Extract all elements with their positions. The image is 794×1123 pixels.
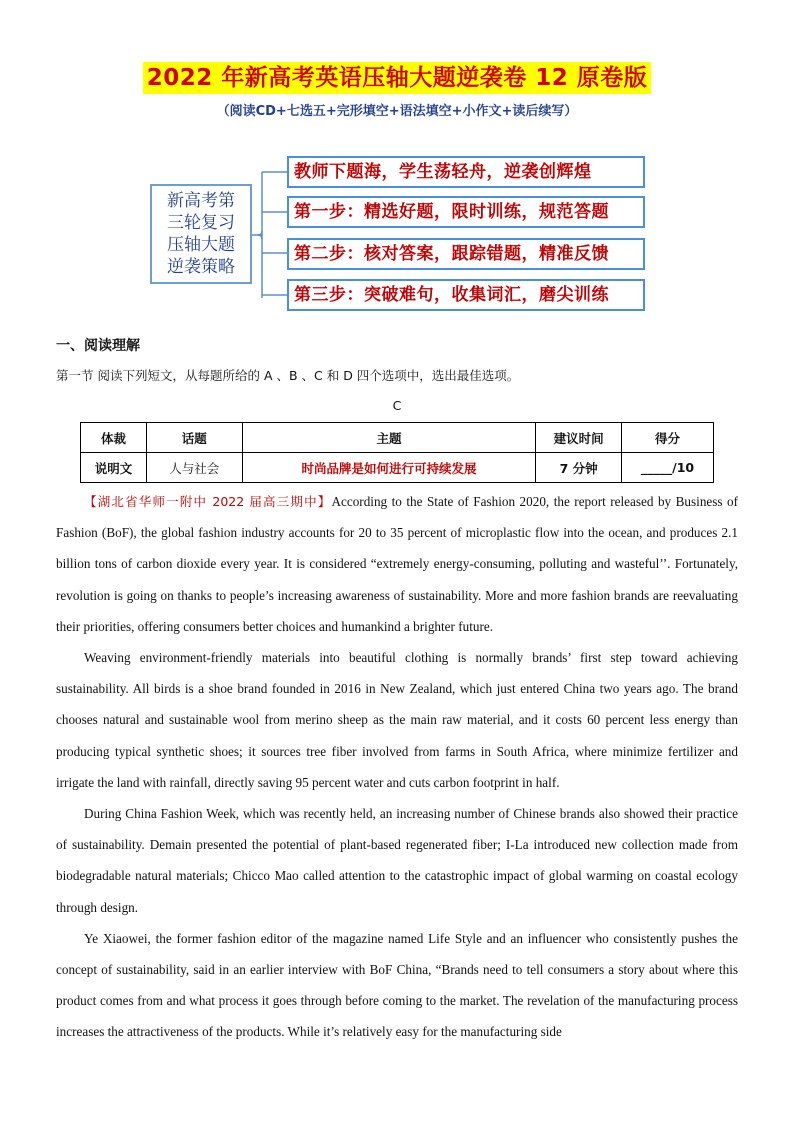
table-header: 话题 — [146, 423, 242, 453]
passage-paragraph — [56, 486, 738, 642]
strategy-step-0: 教师下题海，学生荡轻舟，逆袭创辉煌 — [287, 156, 645, 188]
passage-source: 【湖北省华师一附中 2022 届高三期中】 — [84, 494, 332, 509]
passage-paragraph: During China Fashion Week, which was recently held, an increasing number of Chinese brands also showed their practice of sustainability. Demain presented the potential of plant-based regenerated fiber; I-La introduced new collection made from biodegradable natural materials; Chicco Mao called attention to the catastrophic impact of global warming on coastal ecology through design. — [56, 806, 738, 915]
passage-paragraph: Ye Xiaowei, the former fashion editor of the magazine named Life Style and an influencer who consistently pushes the concept of sustainability, said in an earlier interview with BoF China, “Brands need to tell consumers a story about where this product comes from and what process it goes through before coming to the market. The revelation of the manufacturing process increases the attractiveness of the products. While it’s relatively easy for the manufacturing side — [56, 930, 738, 1040]
table-header: 主题 — [242, 423, 535, 453]
table-header: 得分 — [622, 423, 714, 453]
section-instruction: 第一节 阅读下列短文，从每题所给的 A 、B 、C 和 D 四个选项中，选出最佳选项。 — [56, 368, 520, 383]
strategy-step-3: 第三步：突破难句，收集词汇，磨尖训练 — [287, 279, 645, 311]
title-container — [0, 62, 794, 94]
table-header: 体裁 — [81, 423, 147, 453]
table-cell-genre: 说明文 — [81, 453, 147, 483]
document-subtitle: （阅读CD+七选五+完形填空+语法填空+小作文+读后续写） — [216, 104, 578, 119]
document-title: 2022 年新高考英语压轴大题逆袭卷 12 原卷版 — [143, 62, 652, 94]
table-header: 建议时间 — [536, 423, 622, 453]
table-header-row — [81, 423, 714, 453]
table-cell-topic: 人与社会 — [146, 453, 242, 483]
table-row — [81, 453, 714, 483]
info-table — [80, 422, 714, 483]
strategy-line: 三轮复习 — [167, 213, 235, 233]
table-cell-time: 7 分钟 — [536, 453, 622, 483]
strategy-line: 新高考第 — [167, 191, 235, 211]
strategy-step-1: 第一步：精选好题，限时训练，规范答题 — [287, 196, 645, 228]
table-cell-score: _____/10 — [622, 453, 714, 483]
section-heading: 一、阅读理解 — [56, 338, 140, 354]
passage-label: C — [392, 398, 402, 413]
passage-body — [56, 486, 738, 1048]
paragraph-text: According to the State of Fashion 2020, the report released by Business of Fashion (BoF), the global fashion industry accounts for 20 to 35 percent of microplastic flow into the ocean, and produces 2.1 billion tons of carbon dioxide every year. It is considered “extremely energy-consuming, polluting and wasteful’’. Fortunately, revolution is going on thanks to people’s increasing awareness of sustainability. More and more fashion brands are reevaluating their priorities, offering consumers better choices and humankind a brighter future. — [56, 494, 738, 634]
strategy-step-2: 第二步：核对答案，跟踪错题，精准反馈 — [287, 238, 645, 270]
strategy-line: 压轴大题 — [167, 235, 235, 255]
strategy-title-box — [150, 184, 252, 284]
table-cell-theme: 时尚品牌是如何进行可持续发展 — [242, 453, 535, 483]
passage-paragraph: Weaving environment-friendly materials into beautiful clothing is normally brands’ first step toward achieving sustainability. All birds is a shoe brand founded in 2016 in New Zealand, which just entered China two years ago. The brand chooses natural and sustainable wool from merino sheep as the main raw material, and it costs 60 percent less energy than producing typical synthetic shoes; it sources tree fiber involved from farms in South Africa, where minimize fertilizer and irrigate the land with rainfall, directly saving 95 percent water and cuts carbon footprint in half. — [56, 650, 738, 790]
strategy-line: 逆袭策略 — [167, 257, 235, 277]
